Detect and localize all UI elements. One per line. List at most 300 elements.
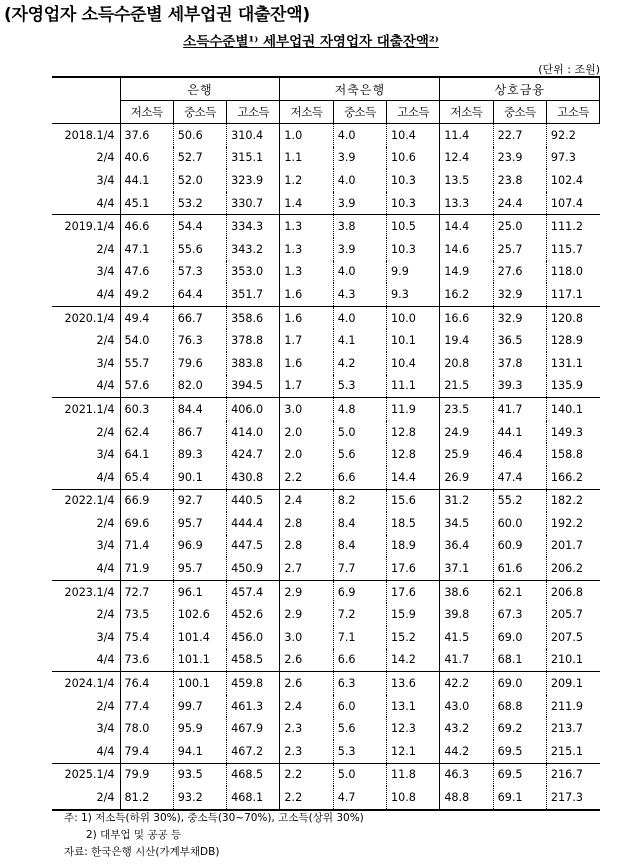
value-cell: 467.2 [227,740,280,763]
value-cell: 24.9 [440,421,493,444]
value-cell: 101.4 [173,626,226,649]
value-cell: 4.0 [333,261,386,284]
value-cell: 15.2 [387,626,440,649]
value-cell: 10.3 [387,192,440,215]
group-header-bank: 은행 [120,77,280,101]
value-cell: 72.7 [120,580,173,603]
value-cell: 10.6 [387,147,440,170]
value-cell: 8.4 [333,512,386,535]
value-cell: 213.7 [546,717,599,740]
value-cell: 90.1 [173,466,226,489]
value-cell: 3.0 [280,398,333,421]
period-cell: 2/4 [52,603,120,626]
value-cell: 45.1 [120,192,173,215]
value-cell: 69.0 [493,672,546,695]
value-cell: 11.1 [387,375,440,398]
value-cell: 65.4 [120,466,173,489]
value-cell: 37.6 [120,124,173,147]
value-cell: 140.1 [546,398,599,421]
value-cell: 4.1 [333,329,386,352]
value-cell: 10.0 [387,306,440,329]
table-row [52,535,600,558]
table-row [52,238,600,261]
value-cell: 6.6 [333,466,386,489]
value-cell: 7.7 [333,557,386,580]
value-cell: 25.0 [493,215,546,238]
value-cell: 10.3 [387,169,440,192]
value-cell: 8.4 [333,535,386,558]
value-cell: 394.5 [227,375,280,398]
table-title-text: 소득수준별¹⁾ 세부업권 자영업자 대출잔액²⁾ [183,34,439,50]
value-cell: 131.1 [546,352,599,375]
value-cell: 68.1 [493,649,546,672]
value-cell: 82.0 [173,375,226,398]
value-cell: 92.7 [173,489,226,512]
value-cell: 14.6 [440,238,493,261]
value-cell: 5.3 [333,740,386,763]
value-cell: 468.5 [227,763,280,786]
value-cell: 41.7 [440,649,493,672]
value-cell: 16.2 [440,283,493,306]
value-cell: 84.4 [173,398,226,421]
value-cell: 117.1 [546,283,599,306]
value-cell: 66.9 [120,489,173,512]
value-cell: 69.0 [493,626,546,649]
value-cell: 5.6 [333,717,386,740]
value-cell: 76.4 [120,672,173,695]
value-cell: 135.9 [546,375,599,398]
period-cell: 2023.1/4 [52,580,120,603]
value-cell: 2.2 [280,786,333,810]
value-cell: 97.3 [546,147,599,170]
value-cell: 48.8 [440,786,493,810]
value-cell: 111.2 [546,215,599,238]
value-cell: 12.8 [387,421,440,444]
value-cell: 1.1 [280,147,333,170]
value-cell: 430.8 [227,466,280,489]
value-cell: 452.6 [227,603,280,626]
value-cell: 10.5 [387,215,440,238]
sub-header-cell: 저소득 [280,101,333,124]
table-row [52,375,600,398]
sub-header-cell: 중소득 [173,101,226,124]
value-cell: 46.6 [120,215,173,238]
value-cell: 38.6 [440,580,493,603]
value-cell: 24.4 [493,192,546,215]
loan-balance-table [52,76,600,811]
value-cell: 353.0 [227,261,280,284]
table-row [52,124,600,147]
value-cell: 41.7 [493,398,546,421]
value-cell: 73.5 [120,603,173,626]
value-cell: 62.4 [120,421,173,444]
table-row [52,421,600,444]
value-cell: 4.8 [333,398,386,421]
value-cell: 18.5 [387,512,440,535]
value-cell: 26.9 [440,466,493,489]
period-cell: 4/4 [52,649,120,672]
table-row [52,443,600,466]
value-cell: 14.9 [440,261,493,284]
value-cell: 64.4 [173,283,226,306]
value-cell: 12.8 [387,443,440,466]
value-cell: 37.1 [440,557,493,580]
value-cell: 69.6 [120,512,173,535]
group-header-mutual-finance: 상호금융 [440,77,600,101]
value-cell: 20.8 [440,352,493,375]
period-cell: 4/4 [52,557,120,580]
value-cell: 15.9 [387,603,440,626]
value-cell: 13.3 [440,192,493,215]
table-row [52,261,600,284]
value-cell: 25.7 [493,238,546,261]
value-cell: 61.6 [493,557,546,580]
value-cell: 205.7 [546,603,599,626]
period-cell: 2021.1/4 [52,398,120,421]
value-cell: 5.3 [333,375,386,398]
value-cell: 93.2 [173,786,226,810]
value-cell: 310.4 [227,124,280,147]
value-cell: 450.9 [227,557,280,580]
table-row [52,557,600,580]
period-cell: 2/4 [52,695,120,718]
value-cell: 1.3 [280,238,333,261]
value-cell: 79.6 [173,352,226,375]
table-row [52,649,600,672]
value-cell: 182.2 [546,489,599,512]
value-cell: 1.0 [280,124,333,147]
value-cell: 2.9 [280,603,333,626]
value-cell: 34.5 [440,512,493,535]
period-cell: 2019.1/4 [52,215,120,238]
table-row [52,466,600,489]
period-cell: 2/4 [52,786,120,810]
period-cell: 4/4 [52,283,120,306]
value-cell: 2.8 [280,512,333,535]
value-cell: 6.9 [333,580,386,603]
sub-header-cell: 저소득 [120,101,173,124]
value-cell: 217.3 [546,786,599,810]
table-row [52,192,600,215]
period-cell: 4/4 [52,740,120,763]
table-row [52,147,600,170]
value-cell: 206.8 [546,580,599,603]
value-cell: 100.1 [173,672,226,695]
value-cell: 206.2 [546,557,599,580]
sub-header-cell: 고소득 [387,101,440,124]
value-cell: 71.9 [120,557,173,580]
value-cell: 467.9 [227,717,280,740]
value-cell: 4.0 [333,169,386,192]
value-cell: 13.1 [387,695,440,718]
value-cell: 60.9 [493,535,546,558]
value-cell: 3.0 [280,626,333,649]
value-cell: 32.9 [493,306,546,329]
value-cell: 12.4 [440,147,493,170]
value-cell: 50.6 [173,124,226,147]
value-cell: 209.1 [546,672,599,695]
table-row [52,169,600,192]
period-cell: 4/4 [52,192,120,215]
value-cell: 36.5 [493,329,546,352]
value-cell: 47.4 [493,466,546,489]
period-cell: 2024.1/4 [52,672,120,695]
value-cell: 358.6 [227,306,280,329]
value-cell: 3.9 [333,192,386,215]
table-row [52,215,600,238]
value-cell: 192.2 [546,512,599,535]
period-cell: 2020.1/4 [52,306,120,329]
value-cell: 40.6 [120,147,173,170]
value-cell: 44.1 [493,421,546,444]
value-cell: 118.0 [546,261,599,284]
value-cell: 99.7 [173,695,226,718]
value-cell: 53.2 [173,192,226,215]
footnote-2: 2) 대부업 및 공공 등 [86,829,182,841]
table-row [52,306,600,329]
value-cell: 3.8 [333,215,386,238]
value-cell: 46.3 [440,763,493,786]
value-cell: 2.4 [280,695,333,718]
value-cell: 95.7 [173,557,226,580]
sub-header-cell: 고소득 [546,101,599,124]
value-cell: 315.1 [227,147,280,170]
value-cell: 5.6 [333,443,386,466]
value-cell: 107.4 [546,192,599,215]
period-cell: 4/4 [52,466,120,489]
value-cell: 77.4 [120,695,173,718]
value-cell: 66.7 [173,306,226,329]
table-row [52,626,600,649]
value-cell: 2.0 [280,421,333,444]
value-cell: 468.1 [227,786,280,810]
value-cell: 149.3 [546,421,599,444]
sub-header-cell: 저소득 [440,101,493,124]
value-cell: 351.7 [227,283,280,306]
value-cell: 447.5 [227,535,280,558]
value-cell: 215.1 [546,740,599,763]
value-cell: 71.4 [120,535,173,558]
value-cell: 62.1 [493,580,546,603]
value-cell: 9.9 [387,261,440,284]
value-cell: 41.5 [440,626,493,649]
value-cell: 9.3 [387,283,440,306]
value-cell: 49.2 [120,283,173,306]
value-cell: 6.6 [333,649,386,672]
value-cell: 32.9 [493,283,546,306]
value-cell: 102.6 [173,603,226,626]
value-cell: 7.2 [333,603,386,626]
value-cell: 16.6 [440,306,493,329]
value-cell: 46.4 [493,443,546,466]
value-cell: 128.9 [546,329,599,352]
value-cell: 216.7 [546,763,599,786]
value-cell: 3.9 [333,147,386,170]
value-cell: 76.3 [173,329,226,352]
value-cell: 93.5 [173,763,226,786]
value-cell: 69.2 [493,717,546,740]
value-cell: 55.6 [173,238,226,261]
period-cell: 2018.1/4 [52,124,120,147]
page-title: (자영업자 소득수준별 세부업권 대출잔액) [4,5,310,25]
value-cell: 120.8 [546,306,599,329]
table-row [52,580,600,603]
value-cell: 57.3 [173,261,226,284]
sub-header-cell: 고소득 [227,101,280,124]
value-cell: 36.4 [440,535,493,558]
value-cell: 1.6 [280,283,333,306]
value-cell: 17.6 [387,557,440,580]
value-cell: 10.3 [387,238,440,261]
table-row [52,329,600,352]
value-cell: 92.2 [546,124,599,147]
value-cell: 2.2 [280,466,333,489]
sub-header-cell: 중소득 [493,101,546,124]
value-cell: 60.3 [120,398,173,421]
value-cell: 55.7 [120,352,173,375]
value-cell: 102.4 [546,169,599,192]
source-note: 자료: 한국은행 시산(가계부채DB) [64,846,220,858]
value-cell: 210.1 [546,649,599,672]
value-cell: 86.7 [173,421,226,444]
value-cell: 2.0 [280,443,333,466]
value-cell: 89.3 [173,443,226,466]
value-cell: 21.5 [440,375,493,398]
value-cell: 37.8 [493,352,546,375]
value-cell: 95.7 [173,512,226,535]
value-cell: 54.4 [173,215,226,238]
value-cell: 424.7 [227,443,280,466]
value-cell: 69.1 [493,786,546,810]
value-cell: 10.8 [387,786,440,810]
value-cell: 52.7 [173,147,226,170]
table-row [52,398,600,421]
value-cell: 10.4 [387,124,440,147]
group-header-savings-bank: 저축은행 [280,77,440,101]
value-cell: 6.0 [333,695,386,718]
period-cell: 3/4 [52,626,120,649]
value-cell: 461.3 [227,695,280,718]
value-cell: 47.1 [120,238,173,261]
value-cell: 18.9 [387,535,440,558]
value-cell: 115.7 [546,238,599,261]
value-cell: 14.2 [387,649,440,672]
value-cell: 69.5 [493,763,546,786]
sub-header-cell: 중소득 [333,101,386,124]
value-cell: 19.4 [440,329,493,352]
value-cell: 44.1 [120,169,173,192]
table-row [52,717,600,740]
table-row [52,695,600,718]
value-cell: 2.2 [280,763,333,786]
value-cell: 39.8 [440,603,493,626]
value-cell: 2.8 [280,535,333,558]
value-cell: 79.9 [120,763,173,786]
value-cell: 2.3 [280,717,333,740]
value-cell: 78.0 [120,717,173,740]
value-cell: 96.1 [173,580,226,603]
value-cell: 15.6 [387,489,440,512]
value-cell: 11.8 [387,763,440,786]
value-cell: 17.6 [387,580,440,603]
period-cell: 3/4 [52,717,120,740]
period-cell: 2/4 [52,147,120,170]
value-cell: 14.4 [387,466,440,489]
value-cell: 75.4 [120,626,173,649]
value-cell: 10.4 [387,352,440,375]
table-row [52,672,600,695]
footnotes [64,810,364,844]
value-cell: 55.2 [493,489,546,512]
unit-label: (단위 : 조원) [538,63,600,76]
value-cell: 444.4 [227,512,280,535]
value-cell: 2.7 [280,557,333,580]
value-cell: 73.6 [120,649,173,672]
value-cell: 3.9 [333,238,386,261]
value-cell: 96.9 [173,535,226,558]
value-cell: 23.8 [493,169,546,192]
value-cell: 414.0 [227,421,280,444]
value-cell: 459.8 [227,672,280,695]
value-cell: 2.9 [280,580,333,603]
value-cell: 2.6 [280,649,333,672]
footnote-1: 주: 1) 저소득(하위 30%), 중소득(30~70%), 고소득(상위 30%) [64,812,364,824]
value-cell: 457.4 [227,580,280,603]
value-cell: 13.5 [440,169,493,192]
value-cell: 158.8 [546,443,599,466]
value-cell: 378.8 [227,329,280,352]
value-cell: 64.1 [120,443,173,466]
value-cell: 4.2 [333,352,386,375]
value-cell: 101.1 [173,649,226,672]
table-row [52,763,600,786]
value-cell: 54.0 [120,329,173,352]
period-cell: 2/4 [52,421,120,444]
value-cell: 458.5 [227,649,280,672]
period-cell: 4/4 [52,375,120,398]
value-cell: 23.9 [493,147,546,170]
value-cell: 5.0 [333,421,386,444]
value-cell: 67.3 [493,603,546,626]
value-cell: 27.6 [493,261,546,284]
value-cell: 2.6 [280,672,333,695]
period-cell: 3/4 [52,352,120,375]
period-cell: 3/4 [52,535,120,558]
value-cell: 60.0 [493,512,546,535]
value-cell: 43.0 [440,695,493,718]
value-cell: 2.3 [280,740,333,763]
value-cell: 4.7 [333,786,386,810]
value-cell: 1.4 [280,192,333,215]
value-cell: 440.5 [227,489,280,512]
value-cell: 81.2 [120,786,173,810]
value-cell: 1.7 [280,375,333,398]
value-cell: 49.4 [120,306,173,329]
table-row [52,489,600,512]
value-cell: 1.7 [280,329,333,352]
value-cell: 323.9 [227,169,280,192]
value-cell: 11.9 [387,398,440,421]
table-row [52,283,600,306]
value-cell: 343.2 [227,238,280,261]
table-row [52,512,600,535]
value-cell: 4.0 [333,306,386,329]
value-cell: 31.2 [440,489,493,512]
value-cell: 25.9 [440,443,493,466]
value-cell: 69.5 [493,740,546,763]
value-cell: 42.2 [440,672,493,695]
period-cell: 2/4 [52,512,120,535]
